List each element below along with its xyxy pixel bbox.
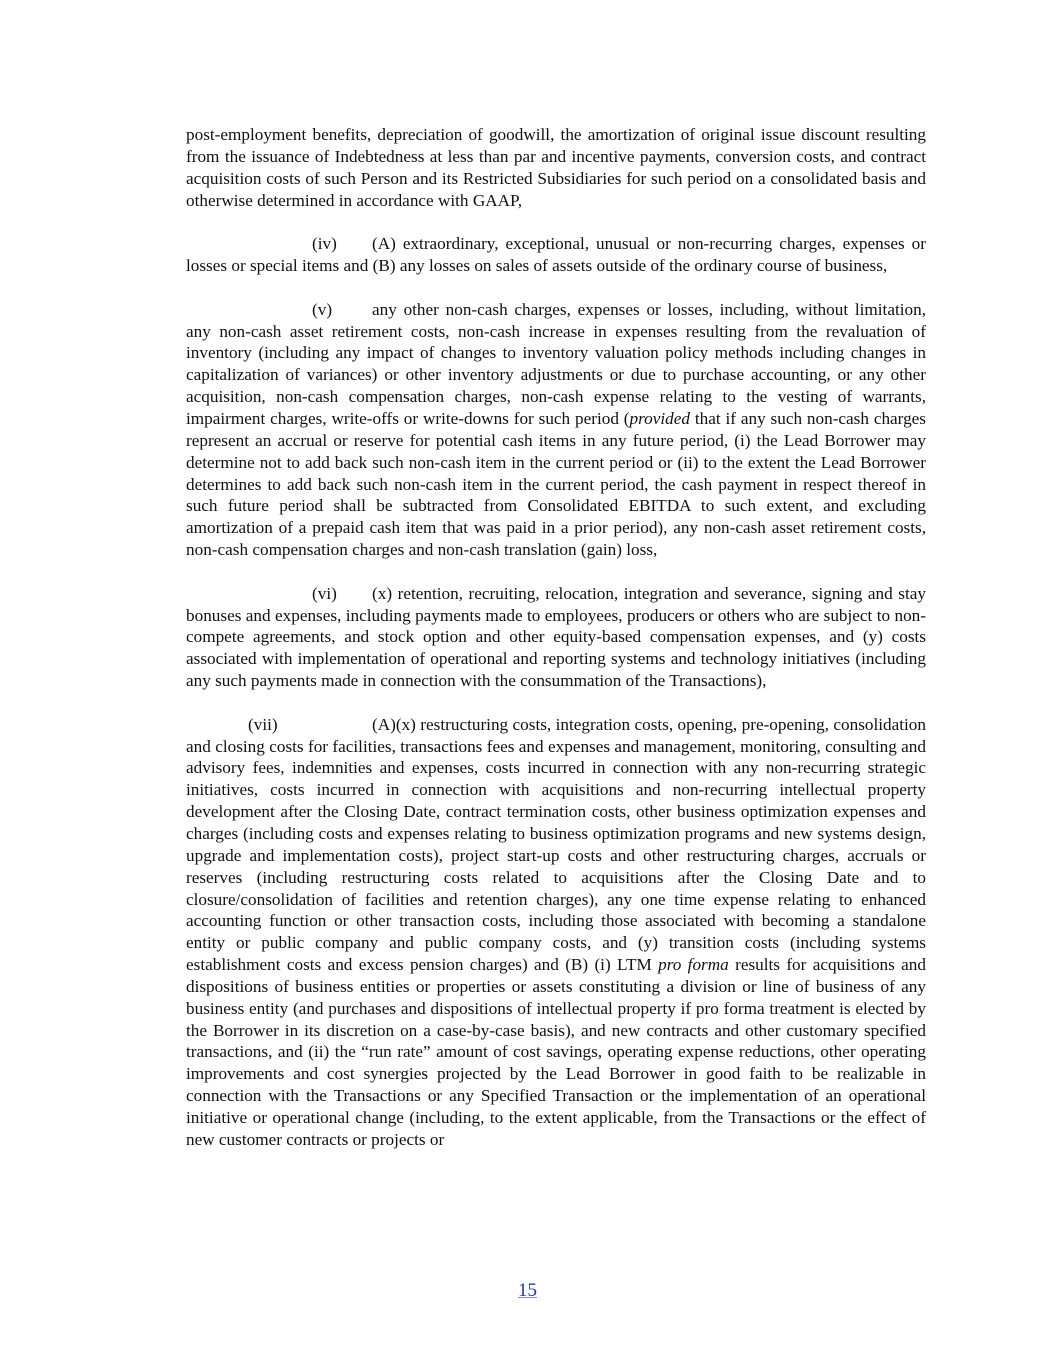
page-number-link[interactable]: 15 [518,1280,537,1301]
paragraph-v [186,299,926,561]
paragraph-iv [186,233,926,277]
paragraph-vii [186,714,926,1151]
clause-text: (A)(x) restructuring costs, integration costs, opening, pre-opening, consolidation and closing costs for facilities, transactions fees and expenses and management, monitoring, consulting and advisory fees, indemnities and expenses, costs incurred in connection with any non-recurring strategic initiatives, costs incurred in connection with acquisitions and non-recurring intellectual property development after the Closing Date, contract termination costs, other business optimization expenses and charges (including costs and expenses relating to business optimization programs and new systems design, upgrade and implementation costs), project start-up costs and other restructuring charges, accruals or reserves (including restructuring costs related to acquisitions after the Closing Date and to closure/consolidation of facilities and retention charges), any one time expense relating to enhanced accounting function or other transaction costs, including those associated with becoming a standalone entity or public company and public company costs, and (y) transition costs (including systems establishment costs and excess pension charges) and (B) (i) LTM [186,714,926,975]
clause-text-continued: that if any such non-cash charges represent an accrual or reserve for potential cash items in any future period, (i) the Lead Borrower may determine not to add back such non-cash item in the current period or (ii) to the extent the Lead Borrower determines to add back such non-cash item in the current period, the cash payment in respect thereof in such future period shall be subtracted from Consolidated EBITDA to such extent, and excluding amortization of a prepaid cash item that was paid in a prior period), any non-cash asset retirement costs, non-cash compensation charges and non-cash translation (gain) loss, [186,408,926,560]
document-page [186,124,926,1173]
clause-text-continued: results for acquisitions and dispositions of business entities or properties or assets constituting a division or line of business of any business entity (and purchases and dispositions of intellectual property if pro forma treatment is elected by the Borrower in its discretion on a case-by-case basis), and new contracts and other customary specified transactions, and (ii) the “run rate” amount of cost savings, operating expense reductions, other operating improvements and cost synergies projected by the Lead Borrower in good faith to be realizable in connection with the Transactions or any Specified Transaction or the implementation of an operational initiative or operational change (including, to the extent applicable, from the Transactions or the effect of new customer contracts or projects or [186,955,926,1149]
clause-number: (vi) [312,583,337,603]
clause-italic-term: pro forma [658,955,729,975]
paragraph-vi [186,583,926,692]
clause-italic-term: provided [629,408,690,428]
clause-text: (A) extraordinary, exceptional, unusual or non-recurring charges, expenses or losses or special items and (B) any losses on sales of assets outside of the ordinary course of business, [186,234,926,276]
clause-number: (v) [312,299,333,319]
page-number-footer [0,1280,1055,1302]
clause-text: (x) retention, recruiting, relocation, integration and severance, signing and stay bonuses and expenses, including payments made to employees, producers or others who are subject to non-compete agreements, and stock option and other equity-based compensation expenses, and (y) costs associated with implementation of operational and reporting systems and technology initiatives (including any such payments made in connection with the consummation of the Transactions), [186,583,926,691]
paragraph-continuation: post-employment benefits, depreciation of goodwill, the amortization of original issue discount resulting from the issuance of Indebtedness at less than par and incentive payments, conversion costs, and contract acquisition costs of such Person and its Restricted Subsidiaries for such period on a consolidated basis and otherwise determined in accordance with GAAP, [186,125,926,210]
clause-number: (iv) [312,234,337,254]
clause-text: any other non-cash charges, expenses or losses, including, without limitation, any non-cash asset retirement costs, non-cash increase in expenses resulting from the revaluation of inventory (including any impact of changes to inventory valuation policy methods including changes in capitalization of variances) or other inventory adjustments or due to purchase accounting, or any other acquisition, non-cash compensation charges, non-cash expense relating to the vesting of warrants, impairment charges, write-offs or write-downs for such period ( [186,299,926,428]
clause-number: (vii) [248,714,278,734]
